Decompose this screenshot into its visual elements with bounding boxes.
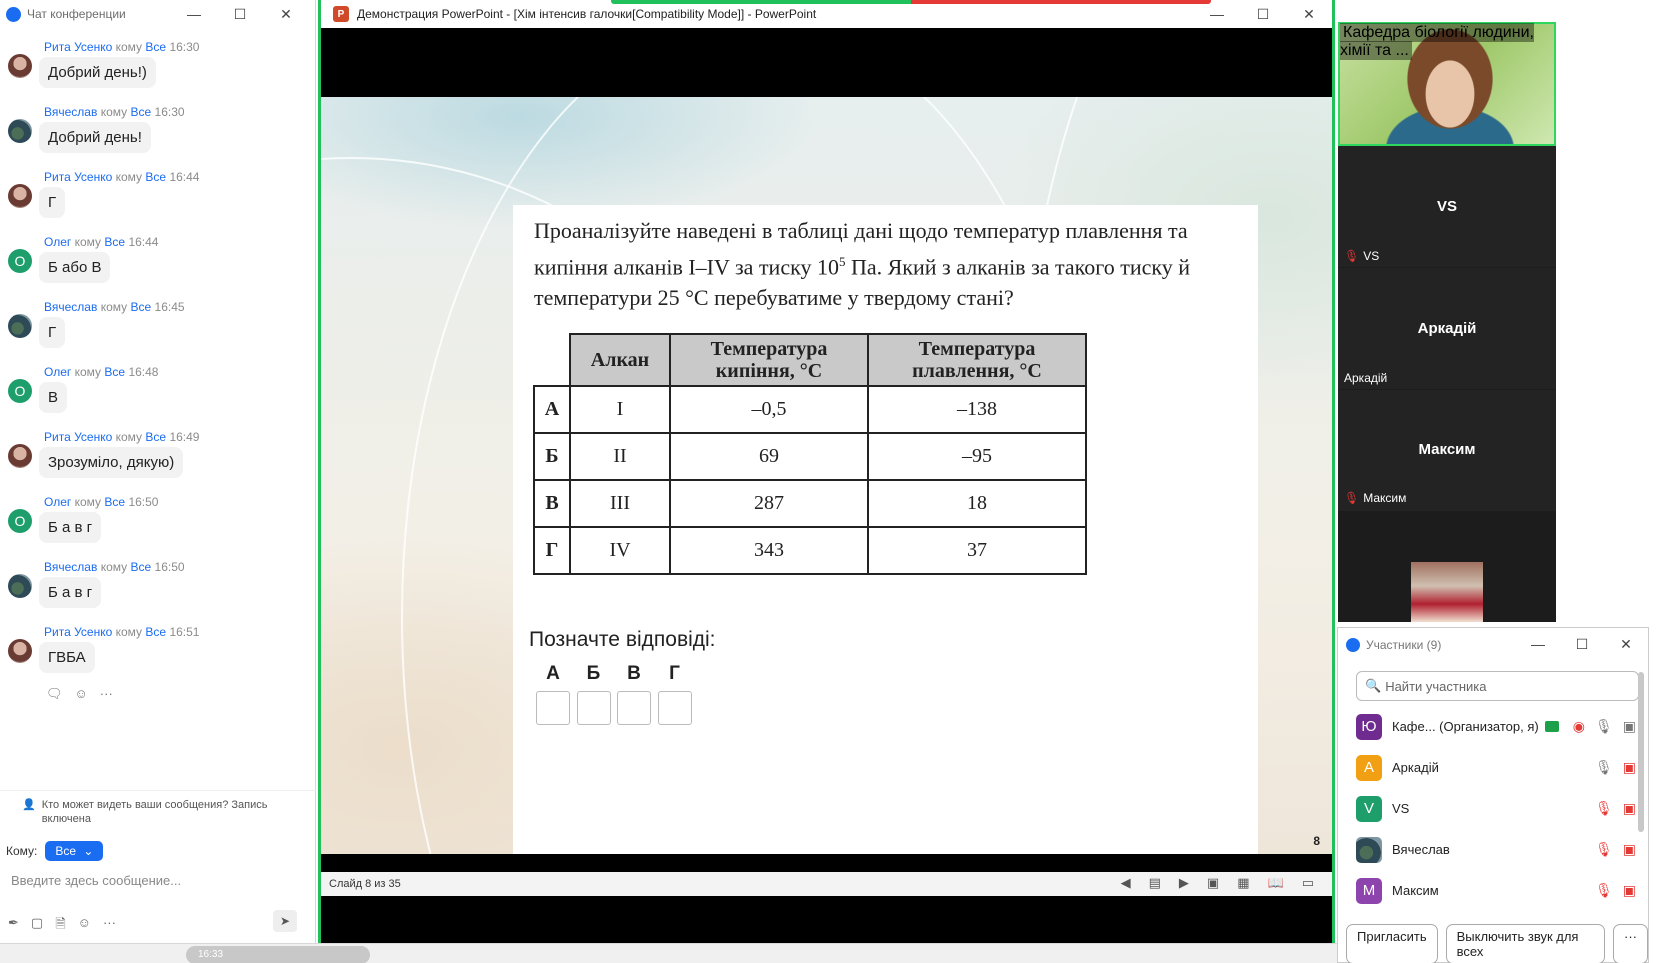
mic-muted-icon: 🎙 — [1344, 249, 1360, 263]
answer-option — [533, 663, 573, 725]
slide — [321, 97, 1332, 854]
chat-message — [0, 231, 316, 296]
participant-avatar: Ю — [1356, 714, 1382, 740]
table-header: Температура плавлення, °С — [868, 334, 1086, 386]
sender-name[interactable]: Рита Усенко — [44, 625, 113, 639]
reading-view-icon[interactable]: 📖 — [1267, 875, 1284, 890]
recipient: Все — [130, 560, 152, 574]
avatar — [8, 54, 32, 78]
table-row — [534, 386, 1086, 433]
alkane-cell: I — [570, 386, 670, 433]
message-bubble[interactable]: Г — [39, 317, 65, 348]
maximize-icon[interactable]: ☐ — [1575, 635, 1589, 652]
screen-share-indicator — [611, 0, 1211, 4]
more-button[interactable]: ··· — [1613, 924, 1648, 963]
table-header: Температура кипіння, °С — [670, 334, 868, 386]
message-bubble[interactable]: ГВБА — [39, 642, 95, 673]
answer-option — [614, 663, 654, 725]
to-word: кому — [115, 625, 143, 639]
alkane-cell: III — [570, 480, 670, 527]
send-button[interactable]: ➤ — [273, 910, 297, 932]
camera-off-icon[interactable]: ▣ — [1622, 882, 1636, 898]
participant-avatar: А — [1356, 755, 1382, 781]
participants-titlebar — [1338, 628, 1648, 662]
recipient: Все — [104, 235, 126, 249]
tile-label: 🎙 VS — [1344, 249, 1380, 263]
recipient: Все — [130, 105, 152, 119]
timestamp: 16:30 — [169, 40, 200, 54]
message-meta — [44, 40, 199, 54]
search-icon: 🔍 — [1365, 678, 1382, 693]
invite-button[interactable]: Пригласить — [1346, 924, 1438, 963]
slideshow-icon[interactable]: ▭ — [1301, 875, 1314, 890]
answer-box[interactable] — [536, 691, 570, 725]
table-corner — [534, 334, 570, 386]
chat-toolbar — [8, 915, 116, 937]
camera-off-icon[interactable]: ▣ — [1622, 759, 1636, 775]
tile-label: Аркадій — [1344, 371, 1388, 385]
table-row — [534, 527, 1086, 574]
participant-row[interactable] — [1356, 870, 1636, 911]
timestamp: 16:48 — [128, 365, 159, 379]
melting-cell: –95 — [868, 433, 1086, 480]
message-meta — [44, 430, 199, 444]
chat-message — [0, 621, 316, 686]
participant-tile[interactable] — [1338, 268, 1556, 389]
minimize-icon[interactable]: — — [187, 6, 201, 22]
emoji-reaction-icon[interactable]: ☺ — [74, 686, 88, 701]
slide-sorter-icon[interactable]: ▦ — [1237, 875, 1250, 890]
answer-label: Позначте відповіді: — [529, 628, 716, 651]
to-word: кому — [100, 300, 128, 314]
message-meta — [44, 365, 158, 379]
answer-letter: Г — [669, 663, 680, 684]
scrollbar[interactable] — [1638, 672, 1644, 832]
message-actions — [46, 686, 113, 702]
ppt-titlebar — [321, 0, 1332, 28]
privacy-note: 👤 Кто может видеть ваши сообщения? Запись включена — [22, 799, 268, 825]
sender-name[interactable]: Рита Усенко — [44, 170, 113, 184]
message-bubble[interactable]: Добрий день! — [39, 122, 151, 153]
avatar — [8, 314, 32, 338]
message-bubble[interactable]: Г — [39, 187, 65, 218]
recipient-select[interactable]: Все ⌄ — [45, 841, 103, 861]
chat-message — [0, 36, 316, 101]
screenshot-icon[interactable]: ▢ — [30, 915, 44, 930]
recipient: Все — [145, 625, 167, 639]
active-speaker-video[interactable] — [1338, 22, 1556, 146]
answer-option — [574, 663, 614, 725]
message-bubble[interactable]: В — [39, 382, 67, 413]
sender-name[interactable]: Рита Усенко — [44, 40, 113, 54]
avatar — [8, 119, 32, 143]
divider — [0, 790, 316, 791]
chat-message — [0, 426, 316, 491]
recipient: Все — [104, 365, 126, 379]
record-icon: ◉ — [1572, 718, 1585, 734]
message-meta — [44, 300, 185, 314]
avatar: О — [8, 249, 32, 273]
timestamp: 16:51 — [169, 625, 200, 639]
boiling-cell: –0,5 — [670, 386, 868, 433]
timestamp: 16:50 — [154, 560, 185, 574]
maximize-icon[interactable]: ☐ — [1256, 5, 1270, 22]
timestamp: 16:45 — [154, 300, 185, 314]
to-word: кому — [74, 495, 102, 509]
zoom-logo-icon — [6, 7, 21, 22]
mic-muted-icon[interactable]: 🎙 — [1594, 841, 1613, 857]
participant-name: VS — [1392, 801, 1410, 816]
participant-name: Максим — [1392, 883, 1439, 898]
answer-letter: В — [627, 663, 641, 684]
melting-cell: 18 — [868, 480, 1086, 527]
notes-icon[interactable]: ▤ — [1148, 875, 1161, 890]
ppt-window-title: Демонстрация PowerPoint - [Хім інтенсив галочки[Compatibility Mode]] - PowerPoint — [357, 7, 817, 21]
participant-row[interactable] — [1356, 829, 1636, 870]
camera-off-icon[interactable]: ▣ — [1622, 841, 1636, 857]
chevron-down-icon: ⌄ — [83, 844, 94, 858]
melting-cell: –138 — [868, 386, 1086, 433]
participant-list — [1356, 706, 1636, 911]
recipient: Все — [145, 430, 167, 444]
chat-message — [0, 296, 316, 361]
to-word: кому — [115, 430, 143, 444]
minimize-icon[interactable]: — — [1210, 6, 1224, 22]
close-icon[interactable]: ✕ — [1303, 5, 1315, 22]
melting-cell: 37 — [868, 527, 1086, 574]
to-word: кому — [74, 235, 102, 249]
person-icon: 👤 — [22, 799, 36, 811]
previous-icon[interactable]: ◀ — [1120, 875, 1131, 890]
chat-message — [0, 556, 316, 621]
chat-title: Чат конференции — [27, 7, 126, 21]
to-word: кому — [115, 40, 143, 54]
chat-titlebar — [0, 0, 315, 28]
to-word: кому — [115, 170, 143, 184]
more-icon[interactable]: ··· — [102, 915, 116, 930]
timestamp: 16:44 — [169, 170, 200, 184]
message-meta — [44, 170, 199, 184]
emoji-icon[interactable]: ☺ — [77, 915, 91, 930]
ppt-statusbar — [321, 872, 1332, 896]
participant-avatar — [1356, 837, 1382, 863]
boiling-cell: 343 — [670, 527, 868, 574]
recipient-label: Кому: — [6, 844, 38, 858]
participant-search-input[interactable]: 🔍 Найти участника — [1356, 671, 1639, 701]
file-icon[interactable]: 🗎 — [55, 916, 66, 931]
alkane-cell: II — [570, 433, 670, 480]
participants-panel — [1337, 627, 1649, 963]
participant-name: Вячеслав — [1392, 842, 1450, 857]
avatar — [8, 444, 32, 468]
more-icon[interactable]: ··· — [99, 686, 113, 701]
recipient: Все — [145, 40, 167, 54]
message-meta — [44, 625, 199, 639]
close-icon[interactable]: ✕ — [280, 5, 292, 22]
to-word: кому — [100, 105, 128, 119]
participant-actions — [1346, 924, 1648, 963]
tile-name-big: Максим — [1418, 441, 1476, 458]
participants-title: Участники (9) — [1366, 638, 1442, 652]
row-letter: Б — [534, 433, 570, 480]
answer-box[interactable] — [658, 691, 692, 725]
powerpoint-window — [318, 0, 1335, 943]
tile-name-big: Аркадій — [1417, 320, 1477, 337]
powerpoint-icon: P — [333, 6, 349, 22]
question-text: Проаналізуйте наведені в таблиці дані щодо температур плавлення та кипіння алканів I–IV за тиску $10^5$ Па. Який з алканів за такого тиску й температури 25 °С перебуватиме у твердому стані? — [534, 218, 1191, 311]
answer-letter: Б — [586, 663, 601, 684]
zoom-logo-icon — [1346, 638, 1360, 652]
recipient: Все — [145, 170, 167, 184]
row-letter: А — [534, 386, 570, 433]
message-meta — [44, 235, 158, 249]
avatar — [8, 184, 32, 208]
mic-muted-icon[interactable]: 🎙 — [1594, 882, 1613, 898]
message-list — [0, 36, 316, 686]
message-meta — [44, 560, 185, 574]
sender-name[interactable]: Вячеслав — [44, 300, 98, 314]
minimize-icon[interactable]: — — [1531, 636, 1545, 652]
timestamp: 16:44 — [128, 235, 159, 249]
sender-name[interactable]: Олег — [44, 495, 72, 509]
participant-avatar: М — [1356, 878, 1382, 904]
answer-box[interactable] — [617, 691, 651, 725]
message-bubble[interactable]: Зрозуміло, дякую) — [39, 447, 183, 478]
slide-number: 8 — [1313, 834, 1320, 848]
slide-content — [513, 205, 1258, 854]
recipient: Все — [130, 300, 152, 314]
video-strip — [1338, 22, 1556, 622]
normal-view-icon[interactable]: ▣ — [1206, 875, 1220, 890]
participant-row[interactable] — [1356, 788, 1636, 829]
chat-message — [0, 101, 316, 166]
sender-name[interactable]: Олег — [44, 235, 72, 249]
chat-message — [0, 361, 316, 426]
participant-row[interactable] — [1356, 706, 1636, 747]
participant-avatar: V — [1356, 796, 1382, 822]
mic-muted-icon[interactable]: 🎙 — [1594, 800, 1613, 816]
timestamp: 16:30 — [154, 105, 185, 119]
to-word: кому — [100, 560, 128, 574]
close-icon[interactable]: ✕ — [1620, 635, 1632, 652]
answer-box[interactable] — [577, 691, 611, 725]
mic-icon[interactable]: 🎙 — [1594, 718, 1613, 734]
timestamp: 16:49 — [169, 430, 200, 444]
chat-message — [0, 166, 316, 231]
participant-tile[interactable] — [1338, 146, 1556, 267]
table-row — [534, 480, 1086, 527]
alkane-cell: IV — [570, 527, 670, 574]
participant-name: Аркадій — [1392, 760, 1439, 775]
next-icon[interactable]: ▶ — [1178, 875, 1189, 890]
answer-letter: А — [546, 663, 560, 684]
avatar — [8, 574, 32, 598]
message-input[interactable]: Введите здесь сообщение... — [11, 873, 182, 888]
taskbar-item[interactable]: 16:33 — [186, 946, 370, 963]
participant-name: Кафе... (Организатор, я) — [1392, 719, 1539, 734]
tile-label: 🎙 Максим — [1344, 491, 1407, 505]
mic-muted-icon: 🎙 — [1344, 491, 1360, 505]
mic-icon[interactable]: 🎙 — [1594, 759, 1613, 775]
message-meta — [44, 105, 185, 119]
answer-grid — [533, 663, 695, 725]
slide-counter: Слайд 8 из 35 — [329, 878, 401, 890]
to-word: кому — [74, 365, 102, 379]
speaker-label: Кафедра біології людини, хімії та ... — [1340, 24, 1534, 59]
answer-option — [655, 663, 695, 725]
message-bubble[interactable]: Б а в г — [39, 577, 101, 608]
camera-off-icon[interactable]: ▣ — [1622, 800, 1636, 816]
upload-badge-icon — [1545, 721, 1559, 732]
timestamp: 16:50 — [128, 495, 159, 509]
avatar: О — [8, 379, 32, 403]
chat-panel — [0, 0, 316, 963]
row-letter: Г — [534, 527, 570, 574]
message-bubble[interactable]: Б а в г — [39, 512, 101, 543]
sender-name[interactable]: Рита Усенко — [44, 430, 113, 444]
taskbar — [0, 943, 1337, 963]
tile-name-big: VS — [1436, 198, 1457, 215]
message-bubble[interactable]: Б або В — [39, 252, 110, 283]
format-icon[interactable]: ✒ — [8, 915, 19, 930]
mute-all-button[interactable]: Выключить звук для всех — [1446, 924, 1605, 963]
reply-icon[interactable]: 🗨 — [46, 686, 63, 701]
maximize-icon[interactable]: ☐ — [233, 5, 247, 22]
boiling-cell: 69 — [670, 433, 868, 480]
camera-icon[interactable]: ▣ — [1622, 718, 1636, 734]
alkane-table — [533, 333, 1087, 575]
avatar — [8, 639, 32, 663]
row-letter: В — [534, 480, 570, 527]
boiling-cell: 287 — [670, 480, 868, 527]
avatar: О — [8, 509, 32, 533]
sender-name[interactable]: Вячеслав — [44, 560, 98, 574]
participant-row[interactable] — [1356, 747, 1636, 788]
table-header: Алкан — [570, 334, 670, 386]
table-row — [534, 433, 1086, 480]
sender-name[interactable]: Вячеслав — [44, 105, 98, 119]
message-meta — [44, 495, 158, 509]
sender-name[interactable]: Олег — [44, 365, 72, 379]
recipient: Все — [104, 495, 126, 509]
recipient-row — [6, 841, 103, 861]
chat-message — [0, 491, 316, 556]
video-thumbnail[interactable] — [1411, 562, 1483, 622]
participant-tile[interactable] — [1338, 390, 1556, 511]
message-bubble[interactable]: Добрий день!) — [39, 57, 156, 88]
